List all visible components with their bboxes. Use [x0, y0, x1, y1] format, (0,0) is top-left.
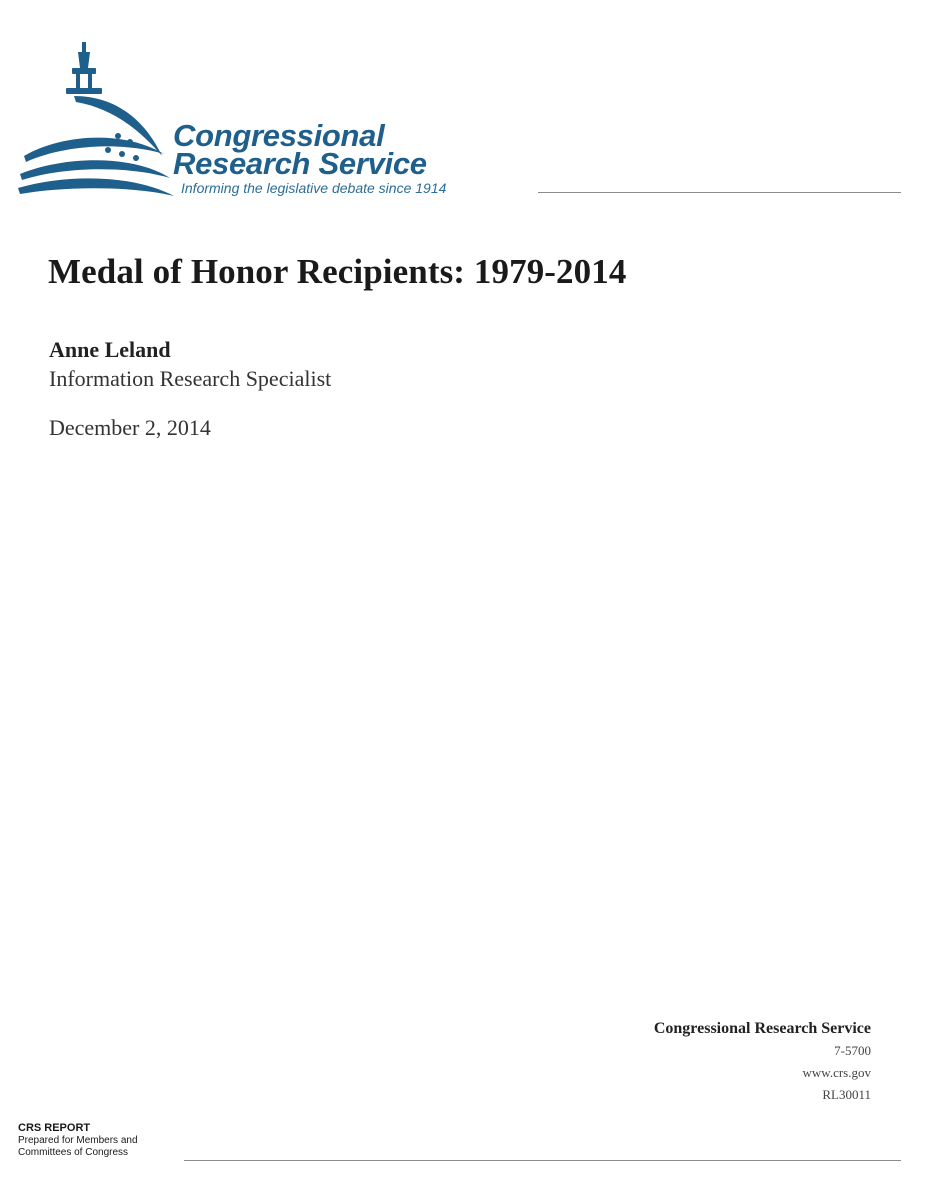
crs-report-label: CRS REPORT	[18, 1122, 91, 1134]
footer-report-number: RL30011	[822, 1087, 871, 1102]
logo-wordmark-line1: Congressional	[173, 118, 385, 153]
author-title: Information Research Specialist	[49, 366, 332, 391]
logo-wordmark-line2: Research Service	[173, 146, 427, 181]
report-title: Medal of Honor Recipients: 1979-2014	[48, 252, 627, 291]
report-date: December 2, 2014	[49, 415, 211, 440]
capitol-dome-icon	[14, 38, 180, 200]
footer-website: www.crs.gov	[802, 1065, 871, 1080]
crs-report-label-block	[18, 1122, 138, 1159]
footer-divider	[184, 1160, 901, 1161]
footer-organization: Congressional Research Service	[653, 1020, 871, 1037]
crs-report-sub-line2: Committees of Congress	[18, 1147, 129, 1158]
footer-info	[654, 1018, 871, 1106]
author-name: Anne Leland	[49, 337, 171, 362]
logo-tagline: Informing the legislative debate since 1914	[181, 180, 447, 196]
header-divider	[538, 192, 901, 193]
footer-code: 7-5700	[834, 1043, 871, 1058]
crs-report-sub-line1: Prepared for Members and	[18, 1135, 138, 1146]
